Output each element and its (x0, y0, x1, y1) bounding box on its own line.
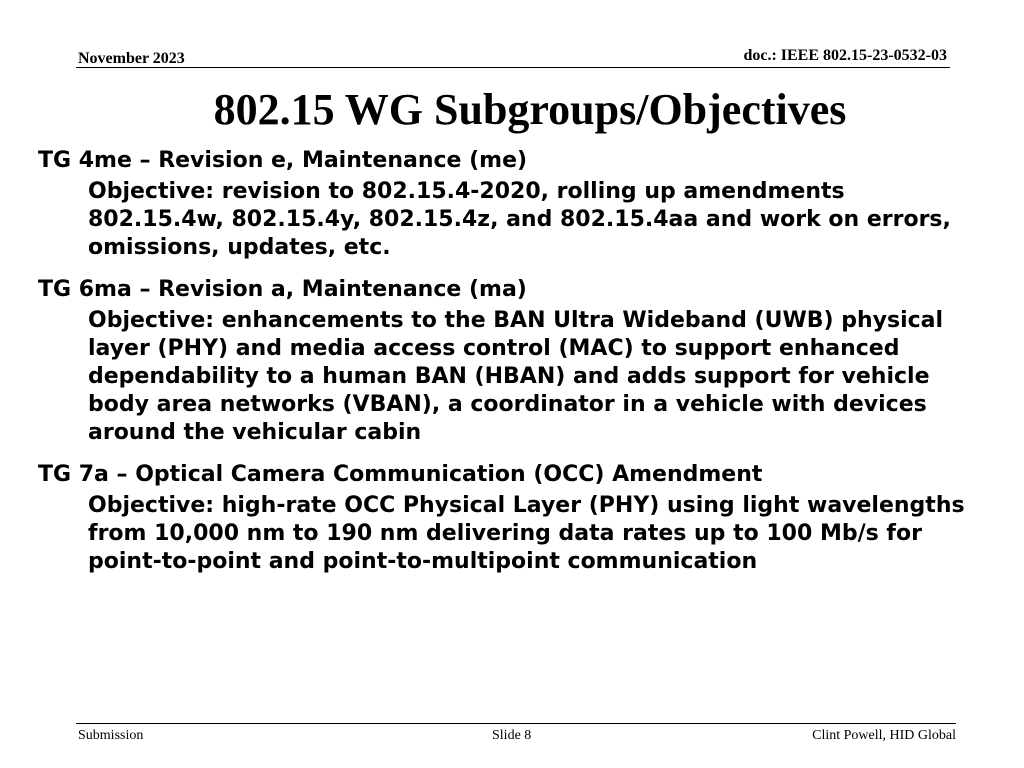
section-heading: TG 4me – Revision e, Maintenance (me) (38, 148, 528, 173)
header-date: November 2023 (78, 50, 185, 67)
section-objective: Objective: revision to 802.15.4-2020, rolling up amendments 802.15.4w, 802.15.4y, 802.15.4z, and 802.15.4aa and work on errors, omissions, updates, etc. (88, 179, 951, 260)
section-tg7a (38, 461, 988, 576)
section-tg6ma (38, 276, 988, 447)
header-divider (76, 67, 950, 68)
slide-content (38, 147, 988, 576)
section-objective: Objective: enhancements to the BAN Ultra Wideband (UWB) physical layer (PHY) and media access control (MAC) to support enhanced dependability to a human BAN (HBAN) and adds support for vehicle body area networks (VBAN), a coordinator in a vehicle with devices around the vehicular cabin (88, 308, 944, 445)
slide-title: 802.15 WG Subgroups/Objectives (213, 85, 847, 134)
footer-author: Clint Powell, HID Global (812, 728, 956, 743)
section-objective: Objective: high-rate OCC Physical Layer (PHY) using light wavelengths from 10,000 nm to 190 nm delivering data rates up to 100 Mb/s for point-to-point and point-to-multipoint communication (88, 493, 965, 574)
section-tg4me (38, 147, 988, 262)
footer-submission: Submission (78, 728, 144, 743)
section-heading: TG 7a – Optical Camera Communication (OCC) Amendment (38, 462, 763, 487)
section-heading: TG 6ma – Revision a, Maintenance (ma) (38, 277, 527, 302)
footer-slide-number: Slide 8 (492, 728, 532, 743)
header-doc-id: doc.: IEEE 802.15-23-0532-03 (743, 47, 947, 64)
footer-divider (76, 723, 956, 724)
